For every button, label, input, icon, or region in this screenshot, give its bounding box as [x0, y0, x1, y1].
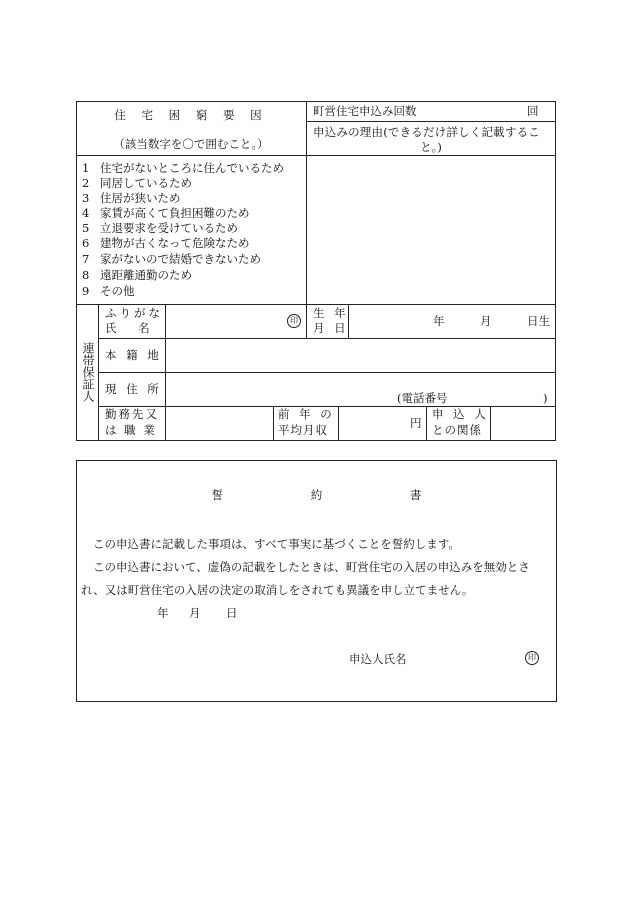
list-item: 3 住居が狭いため [82, 191, 181, 205]
employer-label-cont: は 職 業 [105, 423, 157, 437]
oath-paragraph: この申込書に記載した事項は、すべて事実に基づくことを誓約します。 [93, 537, 460, 551]
list-item: 5 立退要求を受けているため [82, 221, 238, 235]
reason-detail-label: 申込みの理由(できるだけ詳しく記載するこ [313, 125, 540, 139]
furigana-label: ふりがな [105, 306, 163, 320]
birth-year-label: 年 [433, 314, 445, 328]
application-count-field[interactable] [440, 102, 520, 120]
relation-label-cont: との関係 [432, 423, 482, 437]
birth-label: 生 年 [313, 306, 349, 320]
oath-date-month: 月 [189, 606, 201, 620]
oath-title: 誓 約 書 [211, 488, 464, 502]
oath-date-day: 日 [226, 606, 238, 620]
guarantor-name-field[interactable] [166, 305, 276, 337]
applicant-name-label: 申込人氏名 [349, 652, 407, 666]
income-label-cont: 平均月収 [278, 423, 328, 437]
oath-date-field[interactable] [100, 603, 250, 623]
application-count-label: 町営住宅申込み回数 [313, 104, 417, 118]
list-item: 1 住宅がないところに住んでいるため [82, 161, 284, 175]
name-label: 氏 名 [105, 321, 159, 335]
relation-label: 申 込 人 [432, 407, 489, 421]
relation-field[interactable] [491, 407, 555, 439]
oath-paragraph: この申込書において、虚偽の記載をしたときは、町営住宅の入居の申込みを無効とさ [93, 560, 530, 574]
seal-mark: 印 [525, 651, 539, 665]
list-item: 2 同居しているため [82, 176, 192, 190]
reason-detail-field[interactable] [307, 156, 555, 304]
income-label: 前 年 の [278, 407, 335, 421]
hardship-heading: 住 宅 困 窮 要 因 [114, 108, 268, 122]
reason-detail-label-cont: と。) [420, 140, 442, 154]
applicant-name-field[interactable] [415, 648, 515, 668]
list-item: 7 家がないので結婚できないため [82, 252, 261, 266]
list-item: 8 遠距離通勤のため [82, 268, 192, 282]
employer-field[interactable] [166, 407, 272, 439]
phone-close: ) [543, 391, 548, 405]
guarantor-section-label: 連帯保証人 [81, 342, 95, 402]
domicile-label: 本 籍 地 [105, 348, 162, 362]
application-count-unit: 回 [527, 104, 539, 118]
address-label: 現 住 所 [105, 382, 162, 396]
birth-label-cont: 月 日 [313, 321, 349, 335]
seal-mark: 印 [287, 314, 301, 328]
birth-day-label: 日生 [527, 314, 550, 328]
employer-label: 勤務先又 [105, 407, 159, 421]
oath-date-year: 年 [157, 606, 169, 620]
oath-paragraph-cont: れ、又は町営住宅の入居の決定の取消しをされても異議を申し立てません。 [81, 583, 474, 597]
birth-month-label: 月 [480, 314, 492, 328]
phone-label: (電話番号 [397, 391, 448, 405]
list-item: 9 その他 [82, 284, 135, 298]
list-item: 6 建物が古くなって危険なため [82, 236, 250, 250]
hardship-instruction: （該当数字を〇で囲むこと。） [113, 137, 269, 151]
address-field[interactable] [166, 373, 555, 405]
list-item: 4 家賃が高くて負担困難のため [82, 206, 250, 220]
income-unit: 円 [410, 416, 422, 430]
birth-date-field[interactable] [349, 305, 555, 337]
domicile-field[interactable] [166, 339, 555, 371]
